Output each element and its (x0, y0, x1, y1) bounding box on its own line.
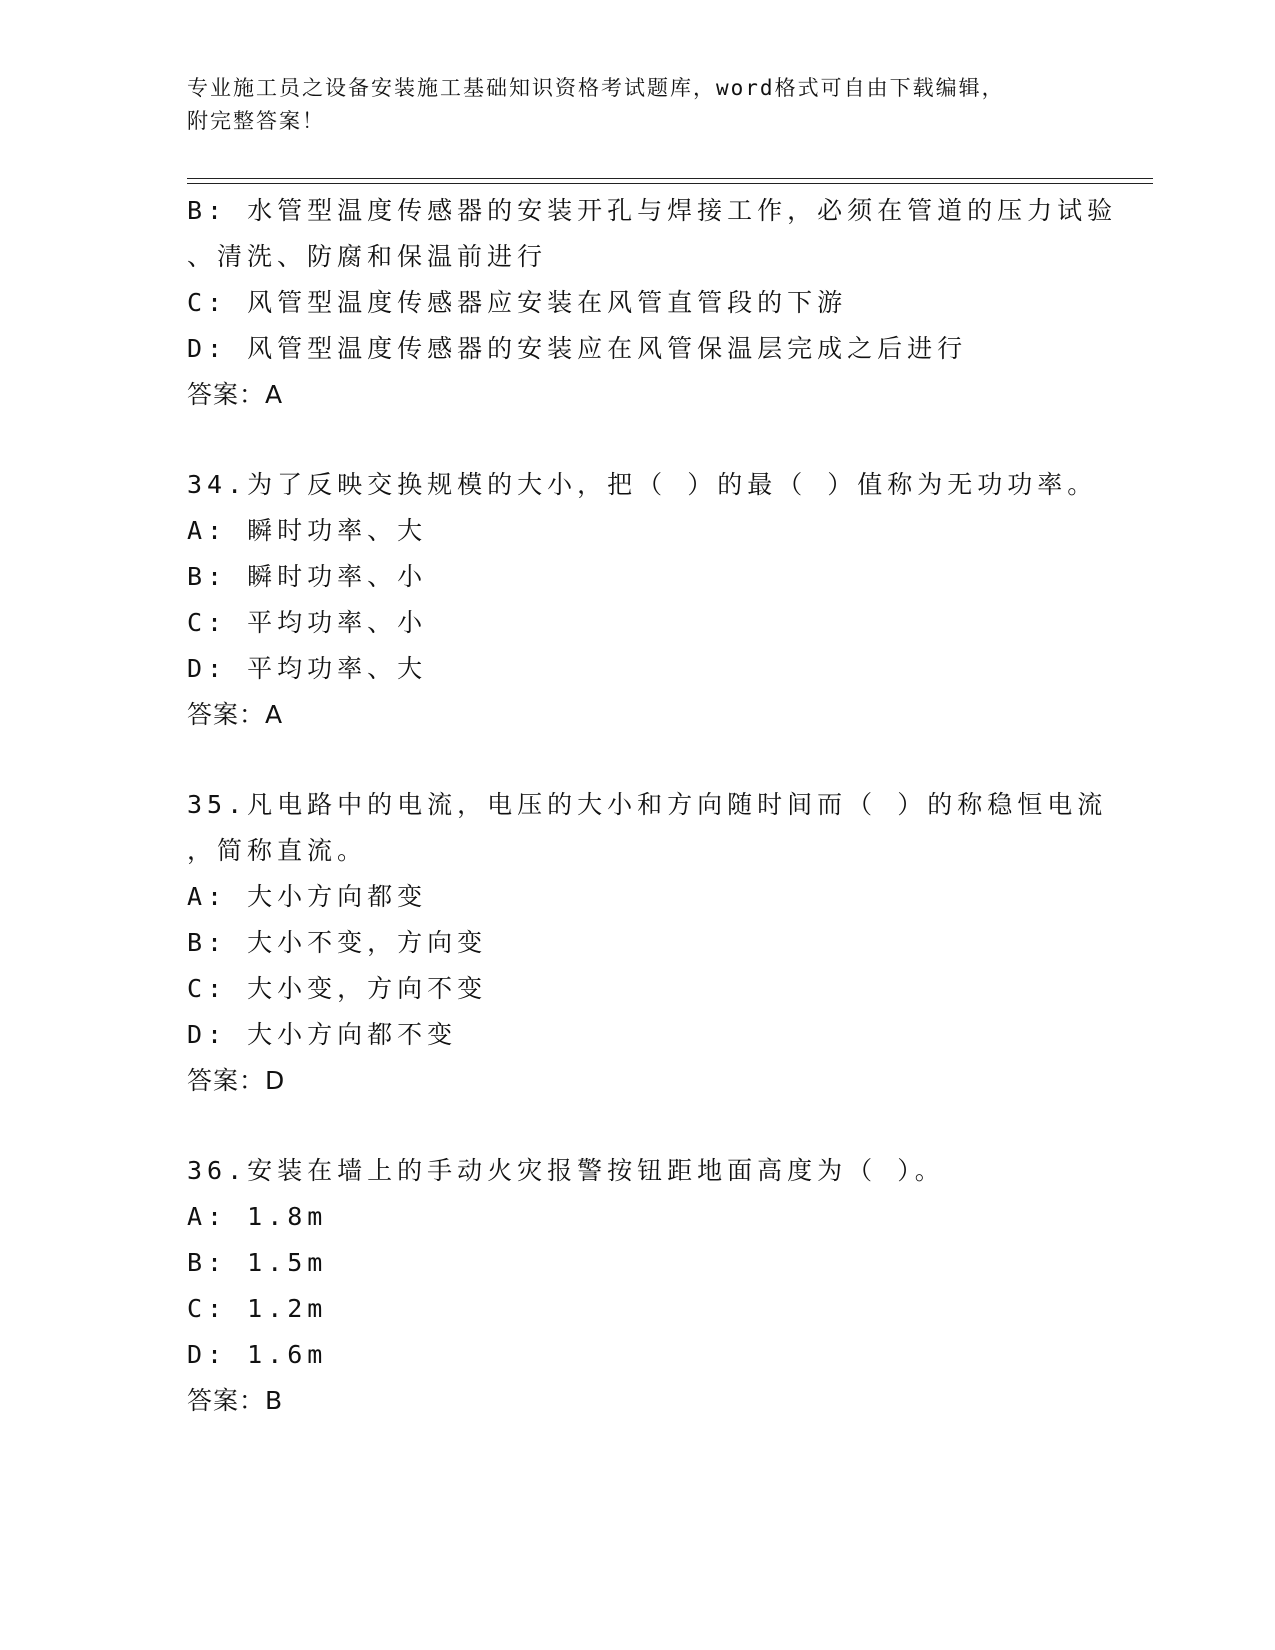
answer-line: 答案：D (187, 1066, 286, 1095)
option-b-line-2: 、清洗、防腐和保温前进行 (187, 242, 548, 271)
header-title-line-2: 附完整答案！ (187, 109, 325, 133)
option-c: C: 平均功率、小 (187, 608, 428, 637)
option-b: B: 瞬时功率、小 (187, 562, 428, 591)
option-b: B: 大小不变，方向变 (187, 928, 488, 957)
option-b-line-1: B: 水管型温度传感器的安装开孔与焊接工作，必须在管道的压力试验 (187, 196, 1118, 225)
question-text: 36.安装在墙上的手动火灾报警按钮距地面高度为（ ）。 (187, 1156, 945, 1185)
header-divider-top (187, 178, 1153, 179)
question-33-continued (187, 188, 1147, 418)
option-d: D: 大小方向都不变 (187, 1020, 458, 1049)
answer-line: 答案：B (187, 1386, 284, 1415)
question-35 (187, 782, 1147, 1104)
option-a: A: 1.8m (187, 1202, 328, 1231)
option-c: C: 风管型温度传感器应安装在风管直管段的下游 (187, 288, 848, 317)
option-c: C: 1.2m (187, 1294, 328, 1323)
option-d: D: 平均功率、大 (187, 654, 428, 683)
option-a: A: 瞬时功率、大 (187, 516, 428, 545)
header-divider-bottom (187, 183, 1153, 184)
question-list (187, 188, 1147, 1424)
spacer (187, 738, 1147, 782)
question-34 (187, 462, 1147, 738)
answer-line: 答案：A (187, 380, 284, 409)
option-a: A: 大小方向都变 (187, 882, 428, 911)
spacer (187, 1104, 1147, 1148)
question-text: 34.为了反映交换规模的大小，把（ ）的最（ ）值称为无功功率。 (187, 470, 1098, 499)
option-d: D: 风管型温度传感器的安装应在风管保温层完成之后进行 (187, 334, 968, 363)
option-c: C: 大小变，方向不变 (187, 974, 488, 1003)
option-d: D: 1.6m (187, 1340, 328, 1369)
question-36 (187, 1148, 1147, 1424)
document-header (187, 72, 1087, 138)
question-text-line-1: 35.凡电路中的电流，电压的大小和方向随时间而（ ）的称稳恒电流 (187, 790, 1108, 819)
header-title-line-1: 专业施工员之设备安装施工基础知识资格考试题库，word格式可自由下载编辑， (187, 76, 1005, 100)
spacer (187, 418, 1147, 462)
question-text-line-2: ，简称直流。 (187, 836, 368, 865)
option-b: B: 1.5m (187, 1248, 328, 1277)
answer-line: 答案：A (187, 700, 284, 729)
